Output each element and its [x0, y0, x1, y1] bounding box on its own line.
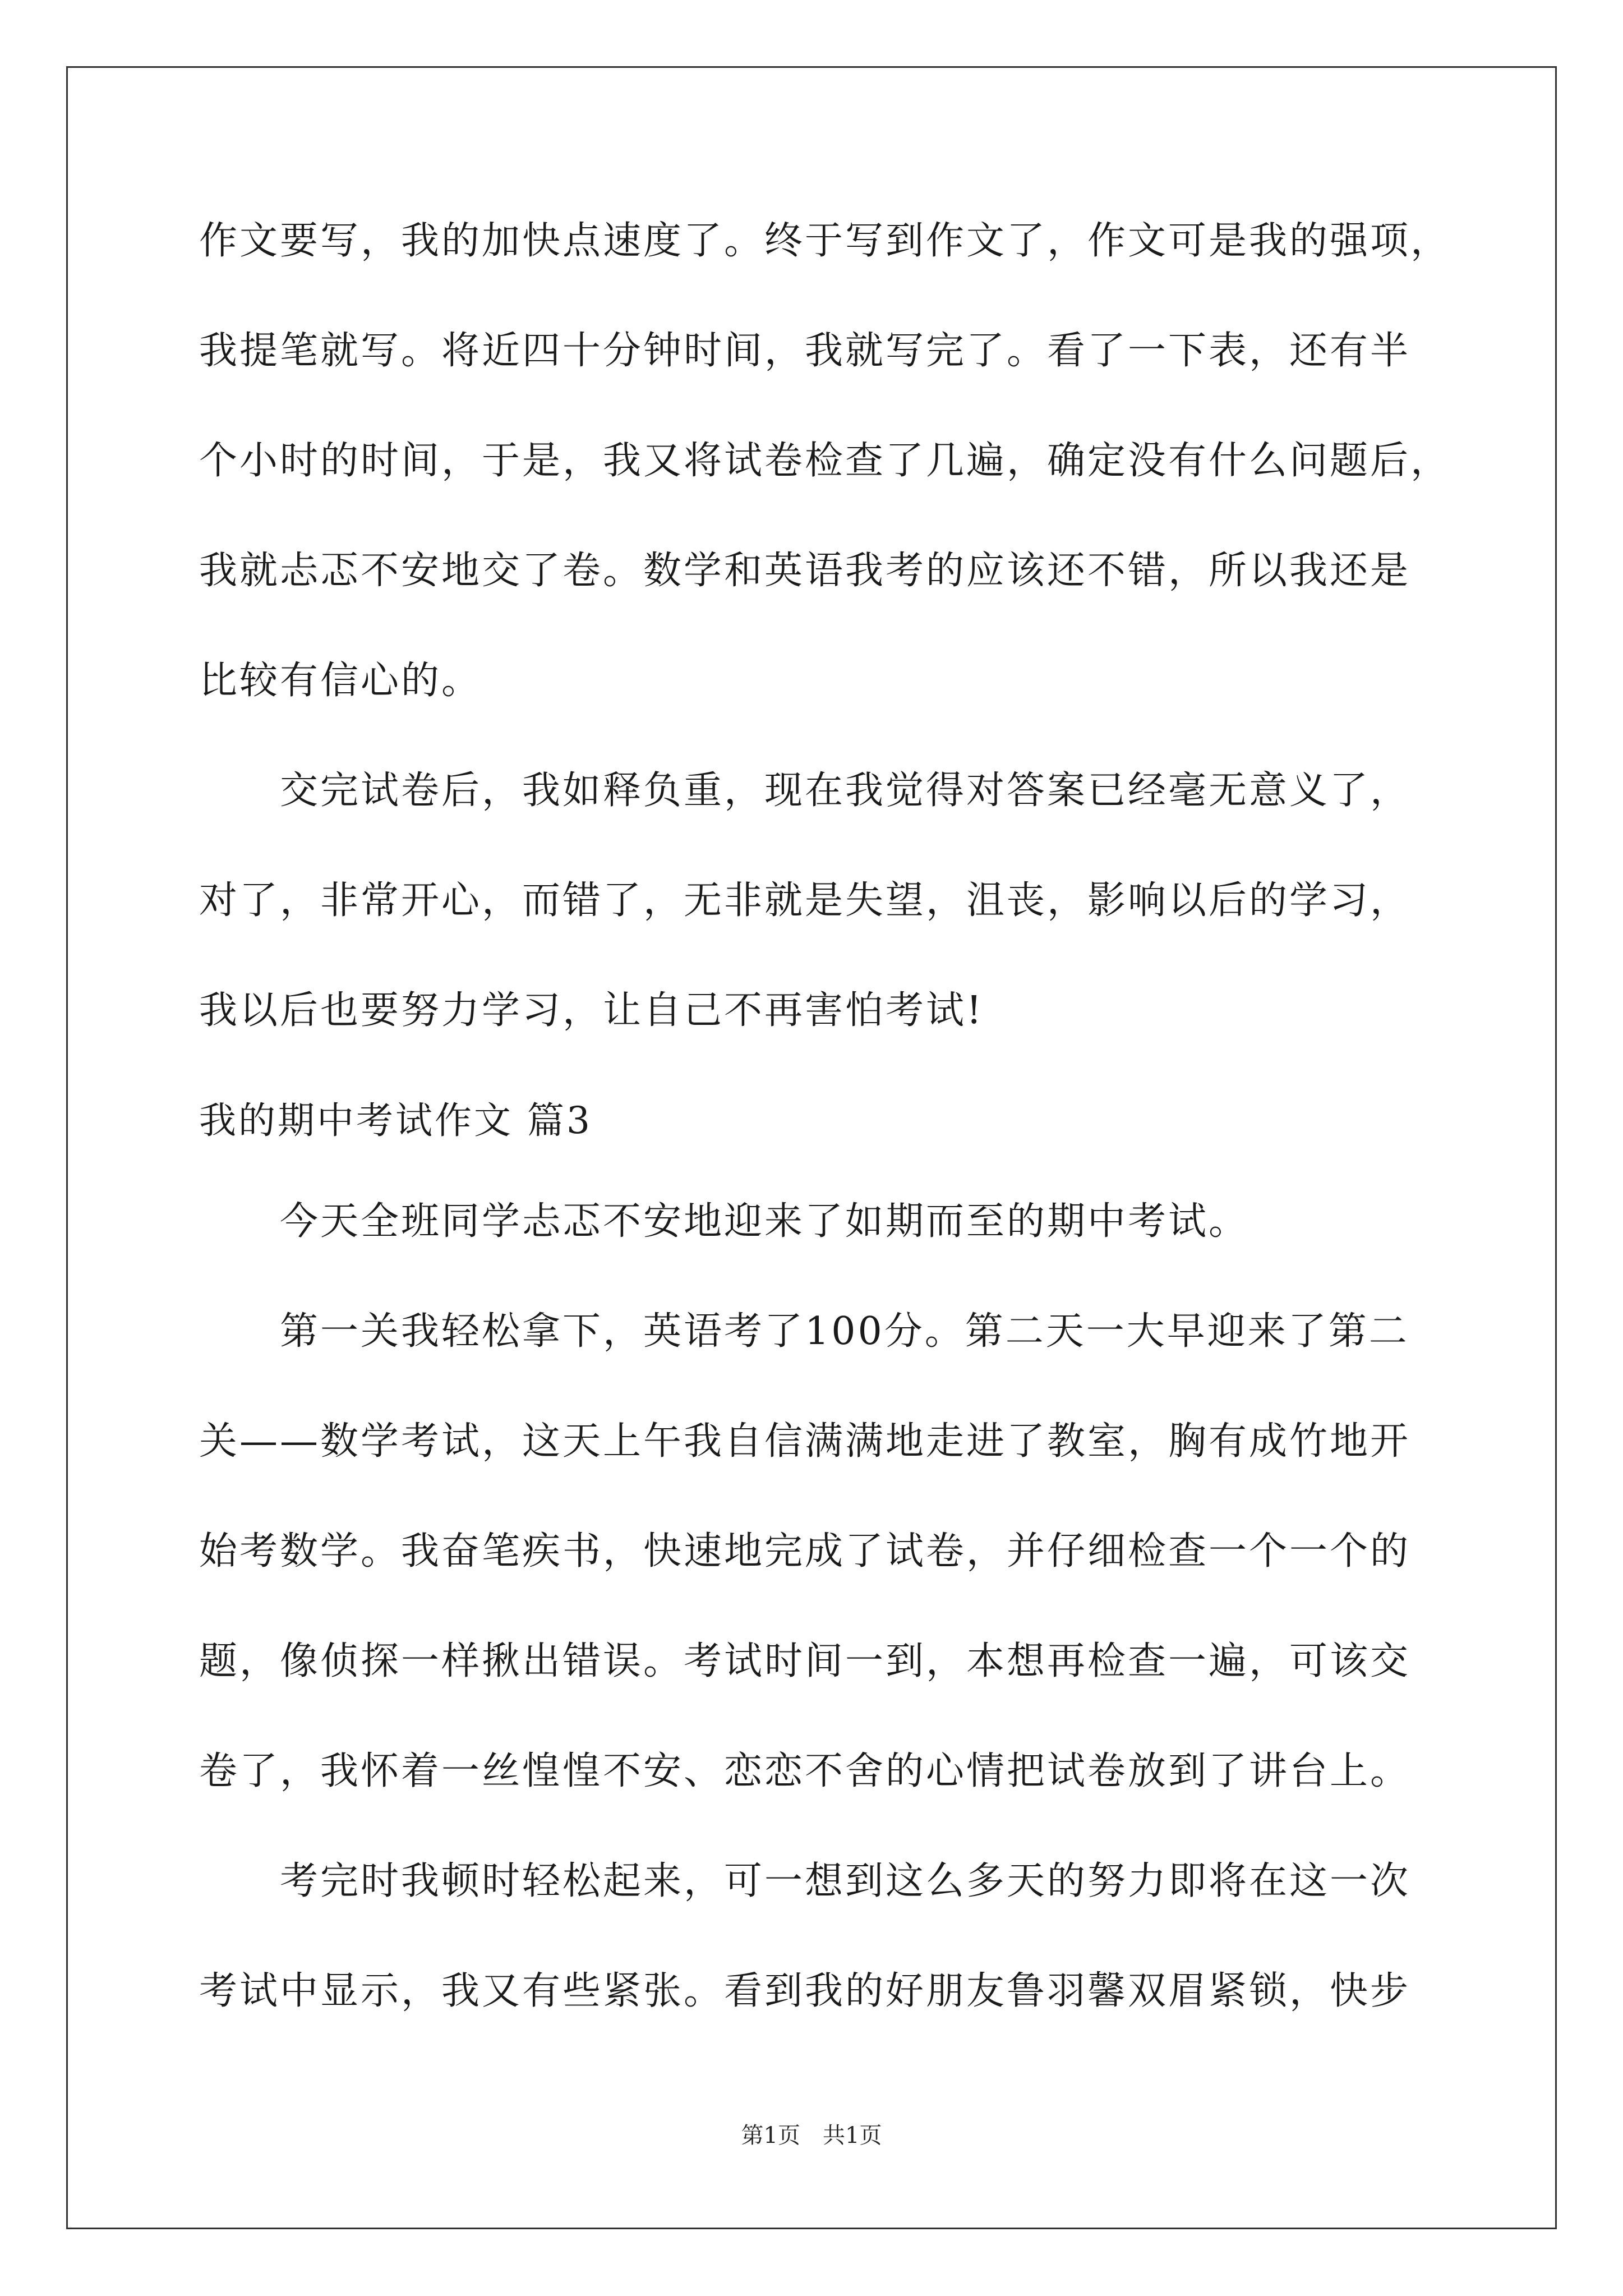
text-line: 我提笔就写。将近四十分钟时间，我就写完了。看了一下表，还有半: [199, 329, 1411, 373]
text-line: 交完试卷后，我如释负重，现在我觉得对答案已经毫无意义了，: [199, 769, 1411, 813]
text-line: 关——数学考试，这天上午我自信满满地走进了教室，胸有成竹地开: [199, 1419, 1411, 1464]
document-body: [199, 208, 1451, 2068]
text-line: 比较有信心的。: [199, 659, 482, 703]
text-line: 作文要写，我的加快点速度了。终于写到作文了，作文可是我的强项，: [199, 219, 1451, 263]
text-line: 考试中显示，我又有些紧张。看到我的好朋友鲁羽馨双眉紧锁，快步: [199, 1969, 1411, 2013]
text-line: 卷了，我怀着一丝惶惶不安、恋恋不舍的心情把试卷放到了讲台上。: [199, 1749, 1411, 1793]
text-line: 我就忐忑不安地交了卷。数学和英语我考的应该还不错，所以我还是: [199, 549, 1411, 593]
page-number-footer: 第1页 共1页: [741, 2123, 882, 2148]
text-line: 对了，非常开心，而错了，无非就是失望，沮丧，影响以后的学习，: [199, 878, 1411, 923]
text-line: 考完时我顿时轻松起来，可一想到这么多天的努力即将在这一次: [199, 1859, 1411, 1903]
text-line: 第一关我轻松拿下，英语考了100分。第二天一大早迎来了第二: [199, 1309, 1409, 1354]
text-line: 我以后也要努力学习，让自己不再害怕考试!: [199, 988, 984, 1033]
text-line: 个小时的时间，于是，我又将试卷检查了几遍，确定没有什么问题后，: [199, 439, 1451, 483]
text-line: 题，像侦探一样揪出错误。考试时间一到，本想再检查一遍，可该交: [199, 1639, 1411, 1683]
section-heading: 我的期中考试作文 篇3: [199, 1099, 592, 1142]
text-line: 今天全班同学忐忑不安地迎来了如期而至的期中考试。: [199, 1199, 1249, 1244]
text-line: 始考数学。我奋笔疾书，快速地完成了试卷，并仔细检查一个一个的: [199, 1529, 1411, 1573]
